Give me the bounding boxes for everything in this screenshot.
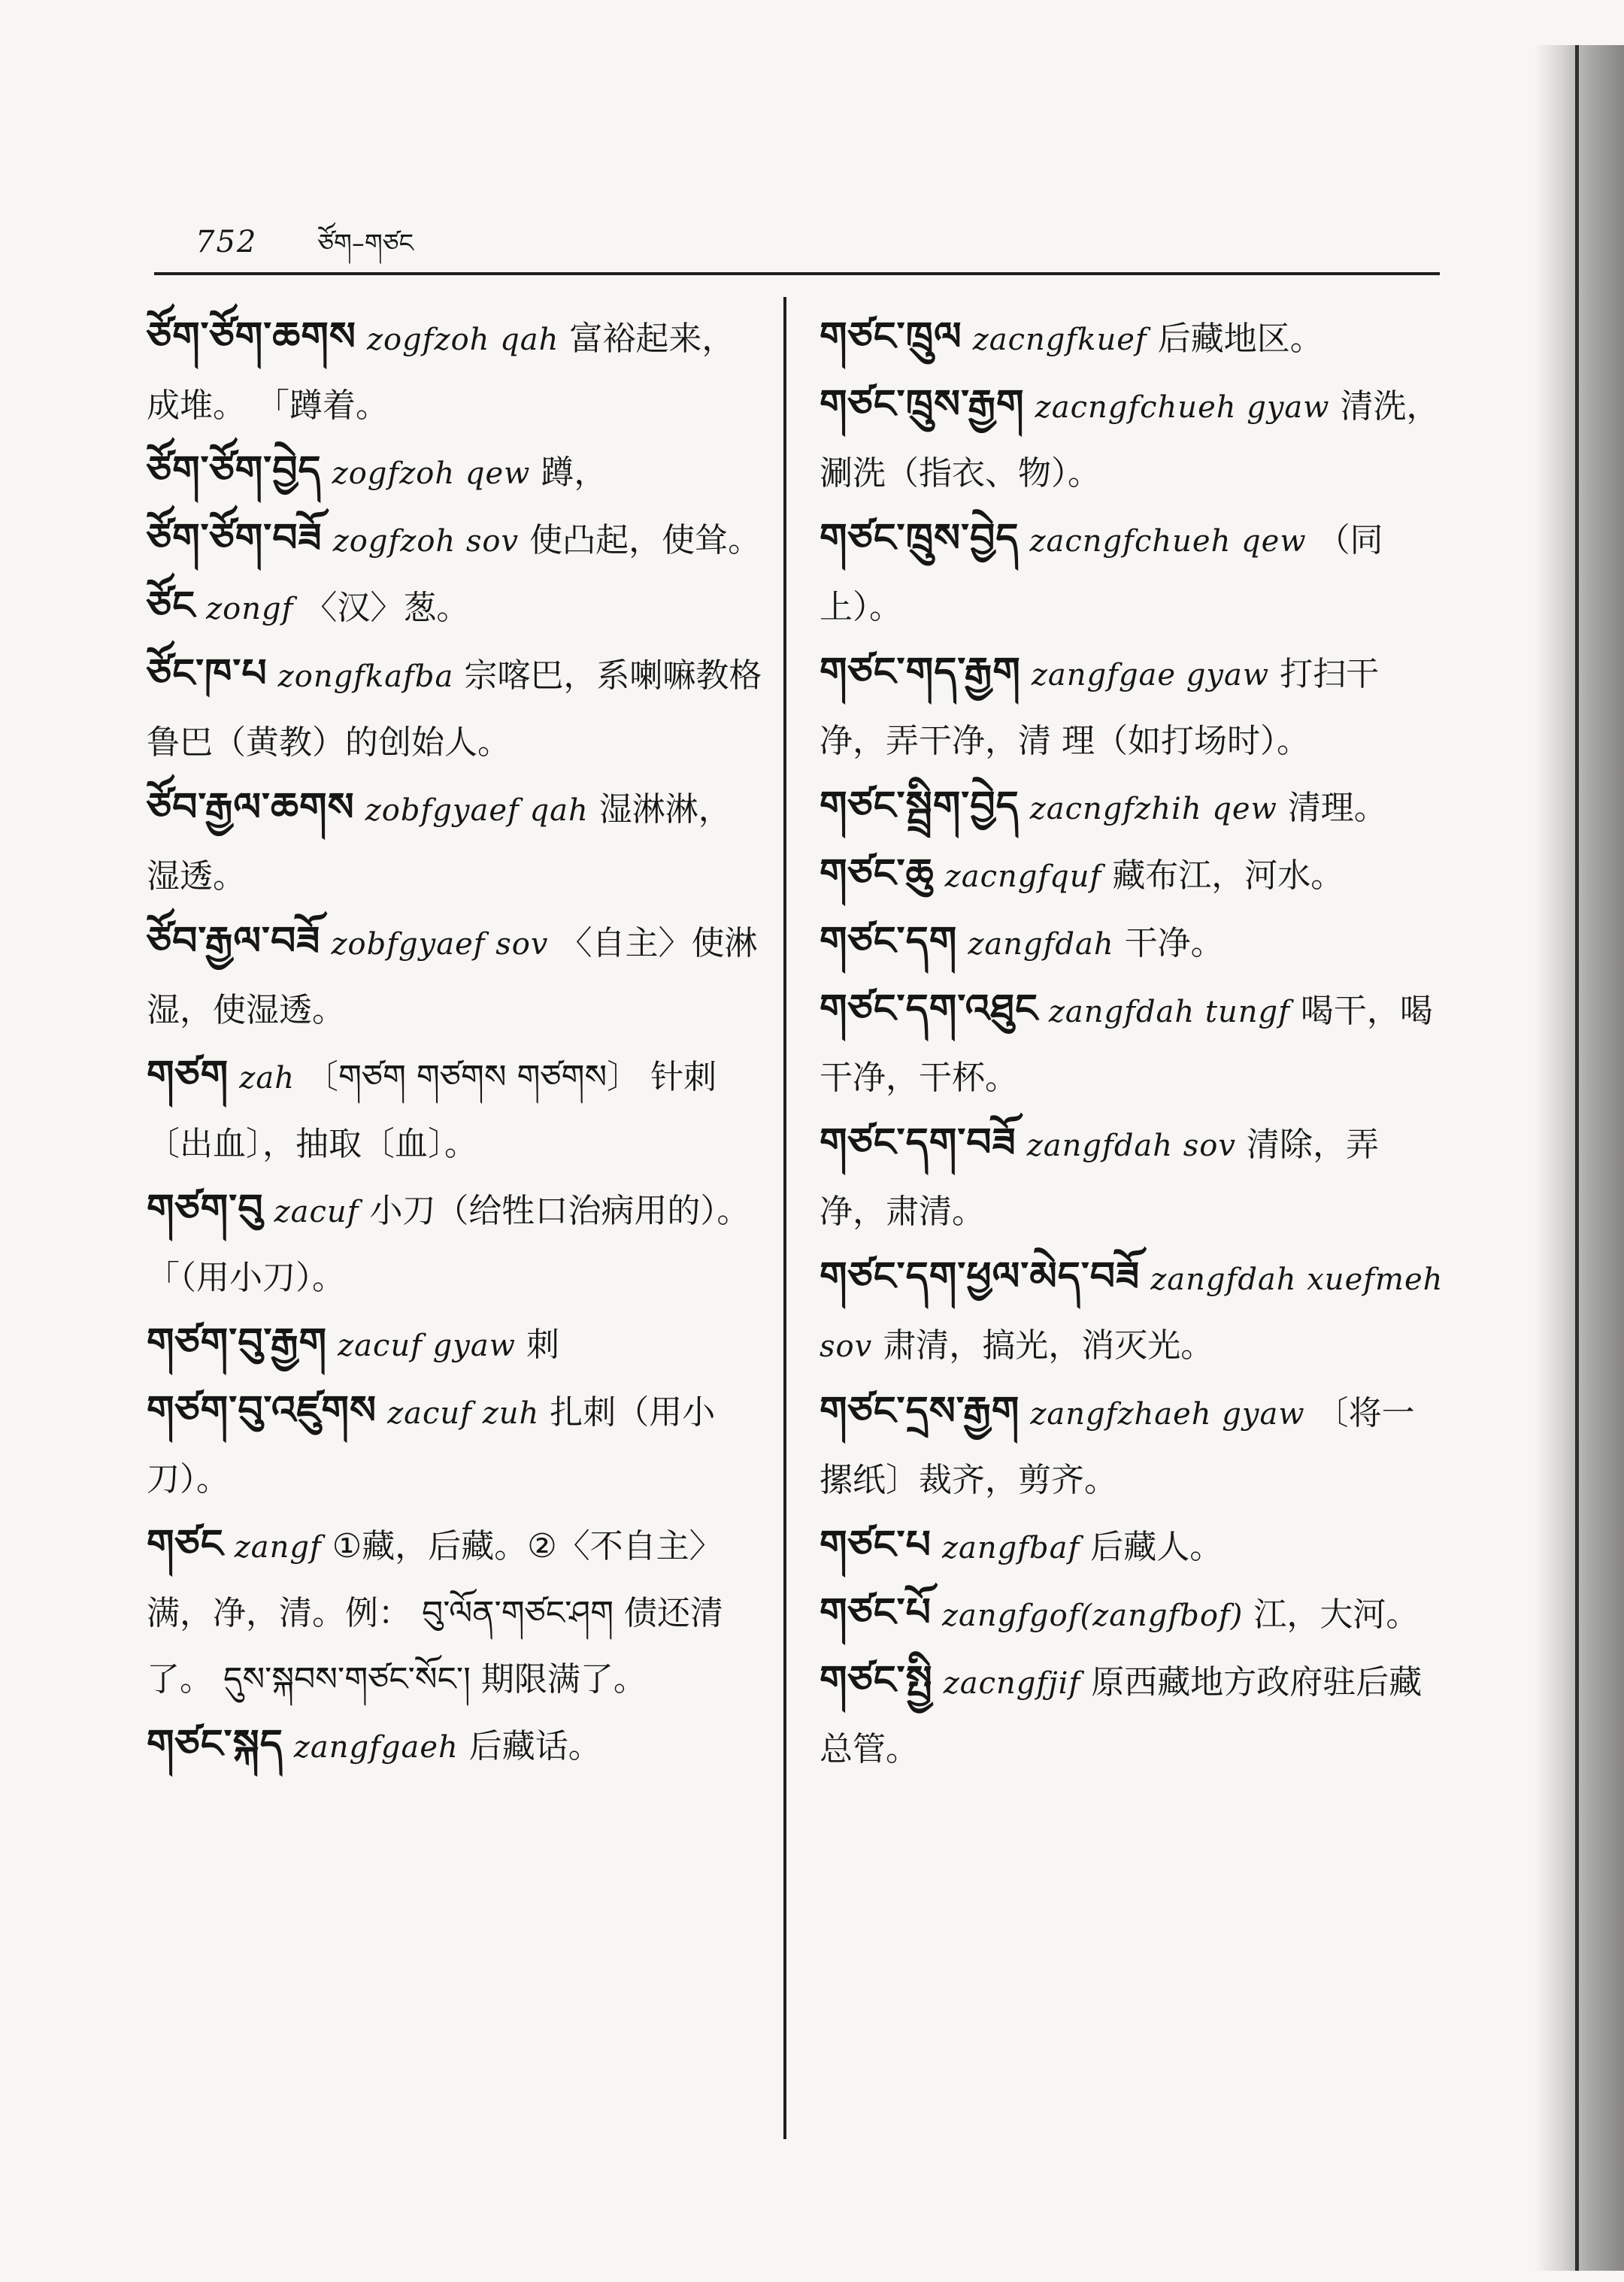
dictionary-entry xyxy=(820,841,1444,909)
definition: 刺 xyxy=(526,1326,559,1364)
tibetan-headword: ཙོང་ཁ་པ xyxy=(147,651,268,696)
romanization: zangfgof(zangfbof) xyxy=(941,1599,1244,1633)
dictionary-entry xyxy=(147,506,763,574)
dictionary-entry xyxy=(147,1378,763,1512)
definition: 〈自主〉使淋湿，使湿透。 xyxy=(147,924,758,1029)
definition: 〔将一摞纸〕裁齐，剪齐。 xyxy=(820,1394,1415,1499)
romanization: zacngfkuef xyxy=(972,323,1147,357)
dictionary-entry xyxy=(820,909,1444,977)
tibetan-headword: གཙང་དག་བཟོ xyxy=(820,1120,1017,1165)
tibetan-headword: ཙོག་ཙོག་ཆགས xyxy=(147,314,356,359)
dictionary-entry xyxy=(147,1043,763,1177)
dictionary-entry xyxy=(820,1580,1444,1648)
page-number: 752 xyxy=(195,225,258,259)
tibetan-headword: ཙོབ་རྒྱལ་བཟོ xyxy=(147,919,321,964)
tibetan-headword: གཙག་བུ xyxy=(147,1186,264,1232)
column-divider xyxy=(783,297,786,2139)
dictionary-entry xyxy=(820,1111,1444,1244)
romanization: zangfzhaeh gyaw xyxy=(1030,1397,1305,1432)
romanization: zangfdah xuefmeh sov xyxy=(820,1262,1444,1364)
dictionary-entry xyxy=(147,1712,763,1780)
romanization: zogfzoh sov xyxy=(332,524,520,559)
dictionary-entry xyxy=(147,641,763,775)
definition: 打扫干净，弄干净，清 理（如打场时）。 xyxy=(820,655,1380,760)
dictionary-entry xyxy=(820,506,1444,640)
romanization: zobfgyaef sov xyxy=(331,927,549,962)
tibetan-headword: གཙང xyxy=(147,1522,224,1567)
dictionary-entry xyxy=(147,305,763,438)
dictionary-entry xyxy=(820,1244,1444,1379)
tibetan-headword: གཙག xyxy=(147,1053,229,1098)
definition: 湿淋淋，湿透。 xyxy=(147,790,732,896)
romanization: zacuf zuh xyxy=(387,1396,540,1431)
romanization: zangfdah sov xyxy=(1026,1129,1236,1163)
left-column xyxy=(147,305,763,1780)
romanization: zacngfquf xyxy=(944,859,1102,894)
definition: 肃清，搞光，消灭光。 xyxy=(883,1326,1214,1365)
dictionary-entry xyxy=(147,1512,763,1712)
tibetan-headword: གཙང་ཁྲུས་རྒྱག xyxy=(820,382,1025,427)
tibetan-headword: གཙག་བུ་རྒྱག xyxy=(147,1320,328,1365)
tibetan-headword: གཙང་དག་འཐུང xyxy=(820,986,1038,1032)
romanization: zangfbaf xyxy=(941,1531,1080,1565)
romanization: zobfgyaef qah xyxy=(365,793,589,828)
definition: 扎刺（用小刀）。 xyxy=(147,1393,716,1499)
binding-edge xyxy=(1575,45,1579,2271)
dictionary-entry xyxy=(147,574,763,641)
definition: 富裕起来，成堆。 「蹲着。 xyxy=(147,320,735,425)
definition: 清理。 xyxy=(1287,789,1387,827)
romanization: zongfkafba xyxy=(277,659,454,694)
definition: 原西藏地方政府驻后藏总管。 xyxy=(820,1663,1423,1768)
romanization: zah xyxy=(239,1061,295,1096)
page-gutter-shadow xyxy=(1534,45,1624,2271)
definition: ①藏，后藏。②〈不自主〉满，净，清。例： བུ་ལོན་གཙང་ཤག 债还清了。 དུས་སྐབས་གཙང་སོང་། 期限满了。 xyxy=(147,1527,724,1699)
romanization: zogfzoh qew xyxy=(332,456,531,491)
dictionary-entry xyxy=(820,977,1444,1111)
tibetan-headword: གཙང་དག་ཕྱལ་མེད་བཟོ xyxy=(820,1254,1141,1299)
tibetan-headword: ཙོང xyxy=(147,583,196,629)
definition: （同上）。 xyxy=(820,521,1383,626)
tibetan-headword: གཙང་སྐད xyxy=(147,1722,283,1767)
dictionary-entry xyxy=(820,774,1444,841)
romanization: zangfgaeh xyxy=(293,1730,459,1765)
running-head: ཙོག–གཙང xyxy=(317,229,414,259)
right-column xyxy=(820,305,1444,1782)
tibetan-headword: གཙང་པ xyxy=(820,1523,932,1568)
romanization: zacngfchueh gyaw xyxy=(1035,390,1330,425)
dictionary-entry xyxy=(147,438,763,506)
romanization: zacuf xyxy=(274,1195,359,1229)
dictionary-entry xyxy=(147,909,763,1043)
dictionary-entry xyxy=(820,640,1444,774)
tibetan-headword: གཙག་བུ་འཛུགས xyxy=(147,1388,377,1433)
definition: 清除，弄净，肃清。 xyxy=(820,1126,1379,1231)
dictionary-entry xyxy=(820,305,1444,372)
tibetan-headword: གཙང་པོ xyxy=(820,1590,932,1635)
romanization: zangfdah tungf xyxy=(1048,995,1290,1029)
definition: 小刀（给牲口治病用的）。 「（用小刀）。 xyxy=(147,1192,750,1297)
tibetan-headword: གཙང་དག xyxy=(820,919,958,964)
romanization: zacngfchueh qew xyxy=(1029,524,1307,559)
definition: 使凸起，使耸。 xyxy=(529,521,762,559)
romanization: zacngfzhih qew xyxy=(1029,792,1277,826)
header-rule xyxy=(154,272,1440,275)
dictionary-entry xyxy=(820,372,1444,506)
romanization: zacuf gyaw xyxy=(338,1329,516,1363)
definition: 〔གཙག གཙགས གཙགས〕 针刺〔出血〕，抽取〔血〕。 xyxy=(147,1058,717,1163)
dictionary-entry xyxy=(820,1513,1444,1580)
tibetan-headword: གཙང་ཁྲུས་བྱེད xyxy=(820,516,1020,561)
romanization: zangfgae gyaw xyxy=(1031,658,1270,692)
tibetan-headword: གཙང་གད་རྒྱག xyxy=(820,650,1021,695)
dictionary-entry xyxy=(147,775,763,909)
dictionary-entry xyxy=(147,1311,763,1378)
definition: 宗喀巴，系喇嘛教格鲁巴（黄教）的创始人。 xyxy=(147,656,762,762)
dictionary-entry xyxy=(820,1379,1444,1513)
definition: 后藏话。 xyxy=(468,1727,601,1765)
tibetan-headword: གཙང་ཁྲུལ xyxy=(820,314,962,359)
page-header xyxy=(195,214,414,259)
romanization: zangfdah xyxy=(968,927,1114,962)
definition: 蹲， xyxy=(541,453,607,492)
romanization: zangf xyxy=(234,1530,322,1565)
definition: 后藏地区。 xyxy=(1157,320,1323,358)
definition: 喝干，喝干净，干杯。 xyxy=(820,992,1433,1097)
definition: 江，大河。 xyxy=(1253,1596,1419,1634)
dictionary-entry xyxy=(820,1648,1444,1782)
definition: 藏布江，河水。 xyxy=(1112,856,1344,895)
tibetan-headword: གཙང་དྲས་རྒྱག xyxy=(820,1389,1020,1434)
tibetan-headword: ཙོབ་རྒྱལ་ཆགས xyxy=(147,785,355,830)
romanization: zogfzoh qah xyxy=(366,323,559,357)
tibetan-headword: ཙོག་ཙོག་བཟོ xyxy=(147,516,323,561)
definition: 清洗，涮洗（指衣、物）。 xyxy=(820,387,1440,492)
tibetan-headword: ཙོག་ཙོག་བྱེད xyxy=(147,448,322,493)
definition: 后藏人。 xyxy=(1090,1528,1223,1566)
tibetan-headword: གཙང་སྤྱི xyxy=(820,1658,933,1703)
romanization: zongf xyxy=(206,592,294,626)
definition: 干净。 xyxy=(1124,924,1224,962)
tibetan-headword: གཙང་སྦྲིག་བྱེད xyxy=(820,783,1020,829)
tibetan-headword: གཙང་ཆུ xyxy=(820,851,935,896)
dictionary-entry xyxy=(147,1177,763,1311)
romanization: zacngfjif xyxy=(943,1666,1081,1701)
definition: 〈汉〉葱。 xyxy=(304,589,470,627)
